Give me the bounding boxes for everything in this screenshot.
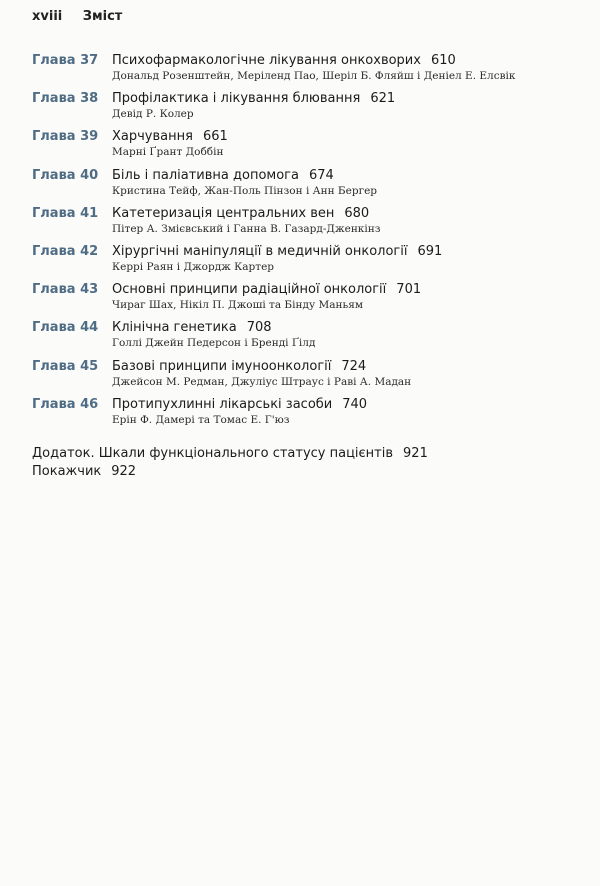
chapter-title: Протипухлинні лікарські засоби [112,396,333,412]
appendix-title: Додаток. Шкали функціонального статусу пацієнтів [32,446,394,461]
chapter-title-line [112,206,572,222]
chapter-title-line [112,91,572,107]
chapter-label: Глава 44 [32,320,99,336]
chapter-label: Глава 43 [32,282,99,298]
chapter-title-line [112,129,572,145]
chapter-label: Глава 37 [32,53,99,68]
chapter-title-line [112,282,572,298]
chapter-page: 701 [396,282,422,298]
chapter-page: 674 [308,167,334,183]
chapter-title: Хірургічні маніпуляції в медичній онкології [112,243,408,259]
chapter-title: Катетеризація центральних вен [112,205,335,221]
chapter-title: Клінічна генетика [112,320,237,336]
chapter-label: Глава 46 [32,396,99,412]
chapter-page: 740 [342,396,368,412]
toc-entry [32,244,572,282]
chapter-title-line [112,320,572,336]
chapter-page: 680 [344,205,370,221]
toc-entry [32,359,572,397]
chapter-label: Глава 45 [32,358,99,374]
index-entry [32,463,428,481]
chapter-label: Глава 39 [32,129,99,145]
appendix-list [32,445,428,481]
chapter-title-line [112,359,572,375]
page-header [32,9,122,24]
chapter-label: Глава 42 [32,243,99,259]
toc-entry [32,168,572,206]
chapter-authors: Керрі Раян і Джордж Картер [112,260,275,273]
chapter-label: Глава 38 [32,91,99,107]
chapter-authors: Пітер А. Змієвський і Ганна В. Газард-Дженкінз [112,222,381,235]
appendix-entry [32,445,428,463]
chapter-page: 724 [341,358,367,374]
appendix-page: 921 [403,446,428,461]
chapter-title: Основні принципи радіаційної онкології [112,282,387,298]
chapter-page: 621 [370,91,396,107]
toc-entry [32,282,572,320]
chapter-authors: Дональд Розенштейн, Меріленд Пао, Шеріл Б. Фляйш і Деніел Е. Елсвік [112,70,516,82]
chapter-title: Базові принципи імуноонкології [112,358,332,374]
chapter-authors: Чираг Шах, Нікіл П. Джоші та Бінду Маньям [112,299,364,312]
chapter-label: Глава 40 [32,167,99,183]
chapter-title-line [112,397,572,413]
chapter-page: 661 [202,129,228,145]
chapter-title-line [112,244,572,260]
chapter-title: Біль і паліативна допомога [112,167,299,183]
chapter-authors: Марні Ґрант Доббін [112,146,224,159]
chapter-label: Глава 41 [32,205,99,221]
toc-entry [32,397,572,435]
chapter-authors: Девід Р. Колер [112,108,194,121]
chapter-title: Психофармакологічне лікування онкохворих [112,53,421,68]
index-title: Покажчик [32,464,102,479]
toc-entry [32,53,572,91]
chapter-title-line [112,53,572,69]
page-number: xviii [32,9,63,24]
section-title: Зміст [82,9,123,24]
index-page: 922 [111,464,137,479]
chapter-authors: Ерін Ф. Дамері та Томас Е. Г'юз [112,413,290,426]
toc-entry [32,91,572,129]
chapter-title: Профілактика і лікування блювання [112,91,361,107]
toc-entry [32,129,572,167]
table-of-contents [32,53,572,435]
toc-entry [32,206,572,244]
chapter-page: 708 [246,320,272,336]
chapter-title: Харчування [112,129,193,145]
chapter-authors: Кристина Тейф, Жан-Поль Пінзон і Анн Бергер [112,184,378,197]
chapter-page: 691 [417,243,443,259]
toc-entry [32,320,572,358]
chapter-page: 610 [430,53,456,68]
chapter-authors: Джейсон М. Редман, Джуліус Штраус і Раві А. Мадан [112,375,412,388]
chapter-title-line [112,168,572,184]
chapter-authors: Голлі Джейн Педерсон і Бренді Ґілд [112,337,316,350]
